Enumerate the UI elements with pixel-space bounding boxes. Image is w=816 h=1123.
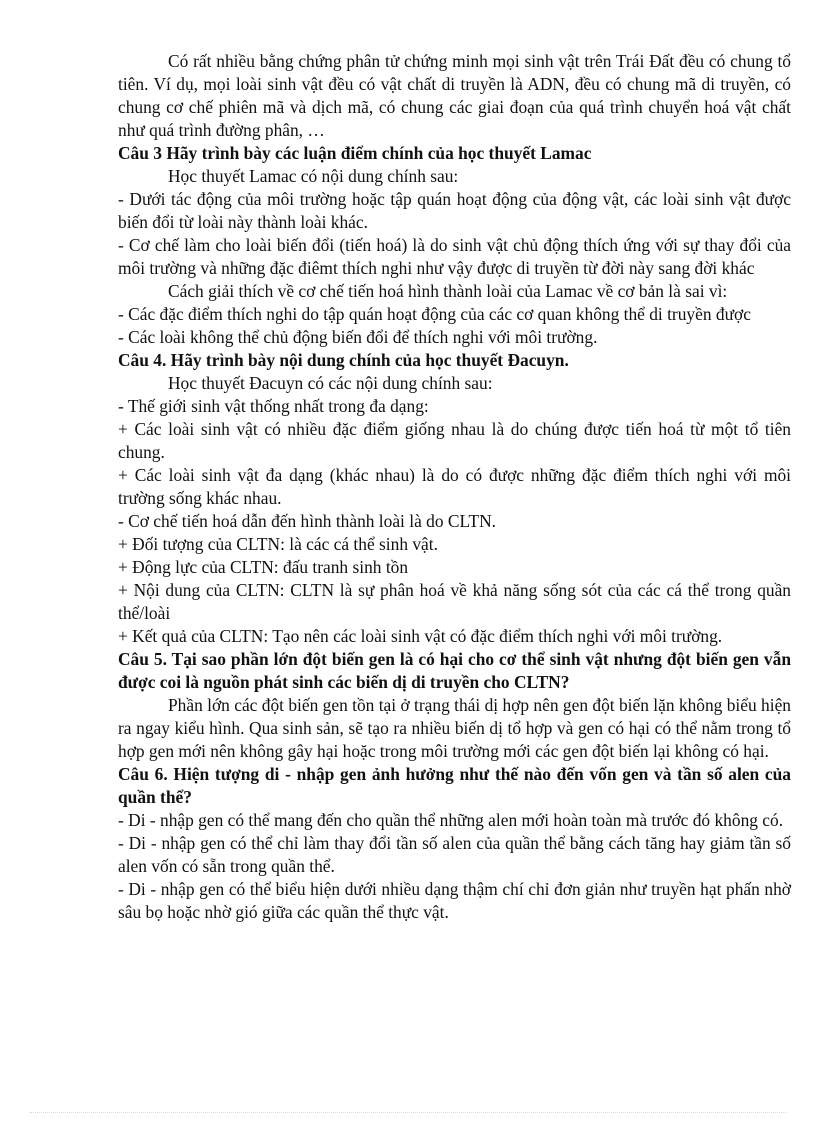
question-5-answer: Phần lớn các đột biến gen tồn tại ở trạng thái dị hợp nên gen đột biến lặn không biểu hiện ra ngay kiểu hình. Qua sinh sản, sẽ tạo ra nhiều biến dị tổ hợp và gen có hại có thể nằm trong tổ hợp gen mới nên không gây hại hoặc trong môi trường mới các gen đột biến lại không có hại. [118, 695, 791, 761]
darwin-point-1: - Thế giới sinh vật thống nhất trong đa dạng: [118, 396, 429, 416]
gene-flow-point-1: - Di - nhập gen có thể mang đến cho quần thể những alen mới hoàn toàn mà trước đó không có. [118, 810, 784, 830]
darwin-subpoint-6: + Kết quả của CLTN: Tạo nên các loài sinh vật có đặc điểm thích nghi với môi trường. [118, 626, 723, 646]
page-bottom-divider [30, 1112, 786, 1113]
lamarck-intro: Học thuyết Lamac có nội dung chính sau: [168, 166, 459, 186]
darwin-intro: Học thuyết Đacuyn có các nội dung chính sau: [168, 373, 493, 393]
question-5-heading: Câu 5. Tại sao phần lớn đột biến gen là có hại cho cơ thể sinh vật nhưng đột biến gen vẫn được coi là nguồn phát sinh các biến dị di truyền cho CLTN? [118, 649, 791, 692]
darwin-subpoint-4: + Động lực của CLTN: đấu tranh sinh tồn [118, 557, 409, 577]
darwin-subpoint-5: + Nội dung của CLTN: CLTN là sự phân hoá về khả năng sống sót của các cá thể trong quần thể/loài [118, 580, 791, 623]
lamarck-point-1: - Dưới tác động của môi trường hoặc tập quán hoạt động của động vật, các loài sinh vật được biến đổi từ loài này thành loài khác. [118, 189, 791, 232]
gene-flow-point-2: - Di - nhập gen có thể chỉ làm thay đổi tần số alen của quần thể bằng cách tăng hay giảm tần số alen vốn có sẵn trong quần thể. [118, 833, 791, 876]
document-page [118, 50, 791, 924]
question-4-heading: Câu 4. Hãy trình bày nội dung chính của học thuyết Đacuyn. [118, 350, 569, 370]
darwin-subpoint-3: + Đối tượng của CLTN: là các cá thể sinh vật. [118, 534, 438, 554]
question-3-heading: Câu 3 Hãy trình bày các luận điểm chính của học thuyết Lamac [118, 143, 592, 163]
darwin-point-2: - Cơ chế tiến hoá dẫn đến hình thành loài là do CLTN. [118, 511, 497, 531]
question-6-heading: Câu 6. Hiện tượng di - nhập gen ảnh hưởng như thế nào đến vốn gen và tần số alen của quần thể? [118, 764, 791, 807]
lamarck-critique-2: - Các loài không thể chủ động biến đổi để thích nghi với môi trường. [118, 327, 598, 347]
lamarck-critique-1: - Các đặc điểm thích nghi do tập quán hoạt động của các cơ quan không thể di truyền được [118, 304, 751, 324]
paragraph-intro: Có rất nhiều bằng chứng phân tử chứng minh mọi sinh vật trên Trái Đất đều có chung tổ tiên. Ví dụ, mọi loài sinh vật đều có vật chất di truyền là ADN, đều có chung mã di truyền, có chung cơ chế phiên mã và dịch mã, có chung các giai đoạn của quá trình chuyển hoá vật chất như quá trình đường phân, … [118, 51, 791, 140]
lamarck-critique-intro: Cách giải thích về cơ chế tiến hoá hình thành loài của Lamac về cơ bản là sai vì: [168, 281, 728, 301]
lamarck-point-2: - Cơ chế làm cho loài biến đổi (tiến hoá) là do sinh vật chủ động thích ứng với sự thay đổi của môi trường và những đặc điêmt thích nghi như vậy được di truyền từ đời này sang đời khác [118, 235, 791, 278]
darwin-subpoint-2: + Các loài sinh vật đa dạng (khác nhau) là do có được những đặc điểm thích nghi với môi trường sống khác nhau. [118, 465, 791, 508]
darwin-subpoint-1: + Các loài sinh vật có nhiều đặc điểm giống nhau là do chúng được tiến hoá từ một tổ tiên chung. [118, 419, 791, 462]
gene-flow-point-3: - Di - nhập gen có thể biểu hiện dưới nhiều dạng thậm chí chỉ đơn giản như truyền hạt phấn nhờ sâu bọ hoặc nhờ gió giữa các quần thể thực vật. [118, 879, 791, 922]
